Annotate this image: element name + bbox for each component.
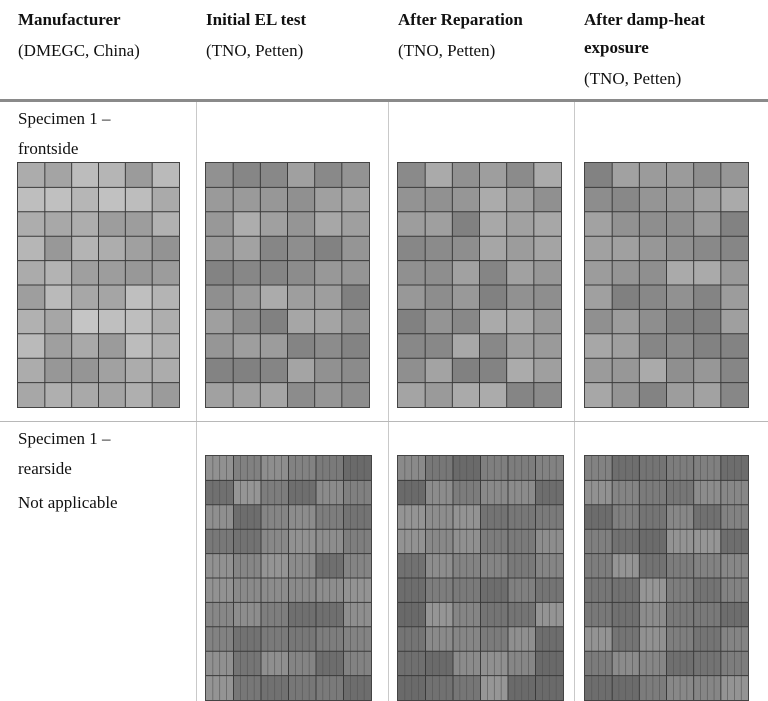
cell [206, 358, 233, 382]
cell [260, 383, 287, 407]
cell [425, 285, 452, 309]
cell [315, 309, 342, 333]
cell [694, 383, 721, 407]
header-after-damp-heat: After damp-heat exposure (TNO, Petten) [584, 10, 706, 88]
cell [99, 212, 126, 236]
cell [534, 285, 561, 309]
el-image-manufacturer-front [17, 162, 180, 408]
cell [398, 163, 425, 187]
cell [18, 309, 45, 333]
cell [315, 163, 342, 187]
cell [152, 358, 179, 382]
cell [206, 309, 233, 333]
cell [72, 285, 99, 309]
cell [721, 383, 748, 407]
cell [99, 309, 126, 333]
cell [152, 236, 179, 260]
cell [585, 236, 612, 260]
cell [721, 358, 748, 382]
cell [18, 358, 45, 382]
cell [260, 212, 287, 236]
cell [72, 358, 99, 382]
cell [125, 285, 152, 309]
cell [507, 334, 534, 358]
cell [694, 163, 721, 187]
header-initial-el-test: Initial EL test (TNO, Petten) [206, 10, 307, 60]
cell [260, 187, 287, 211]
header-manufacturer: Manufacturer (DMEGC, China) [18, 10, 140, 60]
cell [721, 309, 748, 333]
cell [45, 212, 72, 236]
cell [694, 212, 721, 236]
cell [342, 358, 369, 382]
cell [315, 383, 342, 407]
cell [152, 212, 179, 236]
cell [45, 187, 72, 211]
cell [398, 187, 425, 211]
cell [585, 309, 612, 333]
header-rule [0, 99, 768, 102]
cell [612, 163, 639, 187]
cell [125, 334, 152, 358]
cell [612, 285, 639, 309]
cell [721, 261, 748, 285]
cell [233, 358, 260, 382]
cell [260, 285, 287, 309]
row-label-rearside: Specimen 1 – rearside Not applicable [18, 424, 118, 518]
cell [315, 358, 342, 382]
cell [667, 163, 694, 187]
cell [233, 163, 260, 187]
cell [507, 212, 534, 236]
cell [260, 358, 287, 382]
cell [72, 334, 99, 358]
cell [260, 236, 287, 260]
cell [425, 236, 452, 260]
cell [507, 358, 534, 382]
el-image-damp-heat-rear [584, 455, 749, 701]
cell [206, 212, 233, 236]
cell [452, 334, 479, 358]
cell [45, 261, 72, 285]
cell [72, 309, 99, 333]
cell [152, 383, 179, 407]
cell [72, 261, 99, 285]
cell [425, 261, 452, 285]
column-divider [196, 102, 197, 701]
cell [507, 261, 534, 285]
cell [585, 187, 612, 211]
cell [452, 236, 479, 260]
table-header [0, 0, 768, 102]
cell [507, 187, 534, 211]
cell [452, 187, 479, 211]
cell [534, 261, 561, 285]
cell [452, 285, 479, 309]
header-after-reparation: After Reparation (TNO, Petten) [398, 10, 523, 60]
column-divider [574, 102, 575, 701]
cell [398, 261, 425, 285]
cell [72, 163, 99, 187]
cell [694, 334, 721, 358]
cell [639, 236, 666, 260]
cell [480, 212, 507, 236]
cell [342, 334, 369, 358]
cell [260, 309, 287, 333]
cell [72, 212, 99, 236]
cell [152, 261, 179, 285]
cell [72, 187, 99, 211]
cell [233, 236, 260, 260]
cell [315, 334, 342, 358]
cell [99, 187, 126, 211]
cell [667, 383, 694, 407]
cell [45, 163, 72, 187]
cell [694, 236, 721, 260]
cell [667, 261, 694, 285]
cell [288, 285, 315, 309]
cell [534, 163, 561, 187]
cell [694, 358, 721, 382]
cell [342, 187, 369, 211]
cell [612, 236, 639, 260]
cell [639, 358, 666, 382]
cell [288, 334, 315, 358]
cell [721, 236, 748, 260]
cell [612, 309, 639, 333]
cell [425, 334, 452, 358]
cell [206, 236, 233, 260]
cell [480, 163, 507, 187]
cell [507, 163, 534, 187]
cell [480, 236, 507, 260]
cell [99, 358, 126, 382]
cell [452, 309, 479, 333]
el-image-initial-front [205, 162, 370, 408]
cell [72, 236, 99, 260]
cell [480, 358, 507, 382]
cell [585, 261, 612, 285]
cell [152, 187, 179, 211]
cell [152, 163, 179, 187]
el-image-damp-heat-front [584, 162, 749, 408]
cell [233, 383, 260, 407]
cell [206, 334, 233, 358]
cell [18, 212, 45, 236]
cell [152, 285, 179, 309]
cell [342, 236, 369, 260]
cell [507, 285, 534, 309]
cell [398, 212, 425, 236]
cell [260, 261, 287, 285]
cell [206, 285, 233, 309]
cell [585, 358, 612, 382]
cell [288, 236, 315, 260]
cell [612, 358, 639, 382]
el-image-reparation-front [397, 162, 562, 408]
cell [125, 187, 152, 211]
cell [288, 383, 315, 407]
cell [425, 383, 452, 407]
column-divider [388, 102, 389, 701]
cell [398, 285, 425, 309]
cell [288, 358, 315, 382]
not-applicable-note: Not applicable [18, 493, 118, 512]
cell [18, 163, 45, 187]
cell [398, 236, 425, 260]
cell [612, 212, 639, 236]
cell [425, 212, 452, 236]
cell [667, 212, 694, 236]
cell [45, 309, 72, 333]
cell [639, 212, 666, 236]
cell [534, 309, 561, 333]
cell [585, 212, 612, 236]
cell [452, 163, 479, 187]
cell [260, 334, 287, 358]
cell [45, 334, 72, 358]
cell [152, 334, 179, 358]
el-image-initial-rear [205, 455, 372, 701]
cell [260, 163, 287, 187]
cell [45, 383, 72, 407]
cell [125, 236, 152, 260]
cell [99, 236, 126, 260]
cell [342, 383, 369, 407]
cell [125, 358, 152, 382]
cell [534, 187, 561, 211]
cell [342, 261, 369, 285]
cell [18, 334, 45, 358]
cell [534, 212, 561, 236]
cell [206, 187, 233, 211]
cell [480, 383, 507, 407]
cell [315, 212, 342, 236]
cell [694, 309, 721, 333]
cell [694, 285, 721, 309]
cell [534, 358, 561, 382]
cell [721, 212, 748, 236]
cell [152, 309, 179, 333]
cell [721, 334, 748, 358]
cell [18, 285, 45, 309]
cell [315, 261, 342, 285]
cell [667, 309, 694, 333]
cell [425, 163, 452, 187]
cell [288, 261, 315, 285]
cell [233, 309, 260, 333]
cell [398, 383, 425, 407]
cell [639, 285, 666, 309]
cell [452, 383, 479, 407]
cell [667, 334, 694, 358]
cell [398, 334, 425, 358]
cell [125, 261, 152, 285]
cell [612, 334, 639, 358]
cell [315, 236, 342, 260]
cell [585, 334, 612, 358]
cell [206, 261, 233, 285]
cell [452, 212, 479, 236]
cell [99, 261, 126, 285]
cell [534, 383, 561, 407]
cell [342, 285, 369, 309]
cell [125, 163, 152, 187]
cell [721, 187, 748, 211]
cell [45, 358, 72, 382]
cell [480, 285, 507, 309]
cell [99, 334, 126, 358]
cell [639, 187, 666, 211]
cell [585, 163, 612, 187]
cell [398, 309, 425, 333]
cell [639, 334, 666, 358]
cell [18, 187, 45, 211]
cell [425, 309, 452, 333]
cell [45, 236, 72, 260]
cell [507, 236, 534, 260]
cell [585, 285, 612, 309]
cell [452, 261, 479, 285]
cell [125, 309, 152, 333]
cell [206, 163, 233, 187]
cell [425, 187, 452, 211]
cell [721, 285, 748, 309]
row-divider [0, 421, 768, 422]
cell [721, 163, 748, 187]
cell [694, 261, 721, 285]
cell [667, 285, 694, 309]
cell [667, 236, 694, 260]
cell [125, 212, 152, 236]
cell [18, 236, 45, 260]
cell [72, 383, 99, 407]
cell [288, 212, 315, 236]
cell [452, 358, 479, 382]
cell [694, 187, 721, 211]
cell [288, 163, 315, 187]
cell [612, 383, 639, 407]
cell [480, 309, 507, 333]
cell [99, 163, 126, 187]
cell [667, 358, 694, 382]
cell [315, 285, 342, 309]
cell [233, 187, 260, 211]
cell [125, 383, 152, 407]
cell [639, 261, 666, 285]
cell [99, 383, 126, 407]
cell [639, 163, 666, 187]
cell [99, 285, 126, 309]
cell [398, 358, 425, 382]
cell [639, 383, 666, 407]
cell [342, 309, 369, 333]
cell [425, 358, 452, 382]
cell [288, 187, 315, 211]
cell [667, 187, 694, 211]
cell [342, 163, 369, 187]
cell [639, 309, 666, 333]
cell [480, 187, 507, 211]
cell [612, 187, 639, 211]
cell [534, 236, 561, 260]
cell [18, 383, 45, 407]
el-image-reparation-rear [397, 455, 564, 701]
cell [342, 212, 369, 236]
cell [233, 285, 260, 309]
row-label-frontside: Specimen 1 – frontside [18, 109, 111, 158]
cell [612, 261, 639, 285]
cell [507, 383, 534, 407]
cell [288, 309, 315, 333]
cell [480, 334, 507, 358]
cell [480, 261, 507, 285]
cell [534, 334, 561, 358]
cell [233, 212, 260, 236]
cell [233, 261, 260, 285]
cell [315, 187, 342, 211]
cell [18, 261, 45, 285]
cell [585, 383, 612, 407]
cell [206, 383, 233, 407]
cell [507, 309, 534, 333]
cell [45, 285, 72, 309]
cell [233, 334, 260, 358]
